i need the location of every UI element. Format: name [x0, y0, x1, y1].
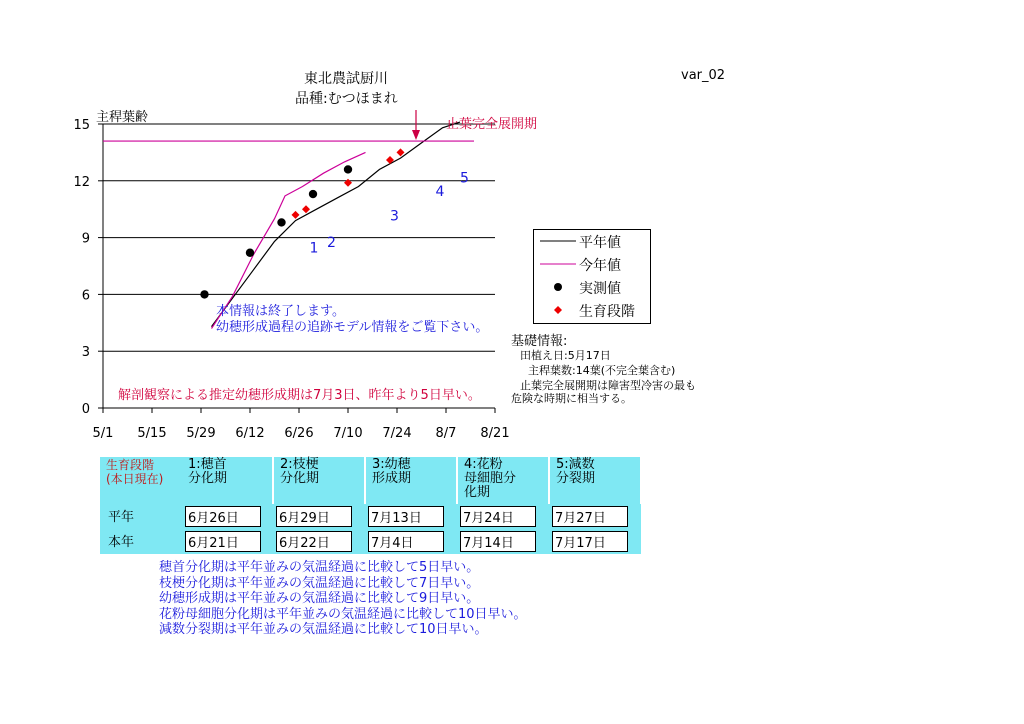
y-axis-label: 主稈葉齢: [96, 110, 149, 125]
arrow-head-icon: [412, 130, 420, 140]
stage-header-1-line1: 1:穂首: [188, 457, 227, 472]
table-cell: 6月29日: [276, 506, 352, 527]
stage-header-4-line1: 4:花粉: [464, 457, 503, 472]
row-label-normal: 平年: [100, 504, 182, 529]
legend-label-measured: 実測値: [579, 281, 621, 297]
corner-label: 生育段階: [106, 458, 155, 472]
x-tick-label: 7/24: [382, 426, 412, 441]
notice-line-1: 本情報は終了します。: [216, 304, 345, 319]
legend-item-this-year: [534, 253, 650, 275]
x-tick-label: 5/15: [137, 426, 167, 441]
legend-item-measured: [534, 276, 650, 298]
y-tick-label: 3: [81, 345, 90, 361]
stage-table-corner: [100, 457, 182, 504]
stage-point: [344, 179, 352, 187]
stage-header-2-line2: 分化期: [280, 471, 320, 486]
legend-item-stage: [534, 299, 650, 321]
x-tick-label: 5/1: [92, 426, 114, 441]
legend-diamond-icon: [538, 299, 578, 321]
table-cell: 7月24日: [460, 506, 536, 527]
stage-header-4-line2: 母細胞分: [464, 471, 517, 486]
y-tick-label: 6: [81, 288, 90, 304]
y-tick-label: 15: [73, 118, 90, 133]
comparison-line: 花粉母細胞分化期は平年並みの気温経過に比較して10日早い。: [159, 606, 527, 622]
table-row: [100, 504, 641, 529]
measured-point: [309, 190, 317, 198]
legend-line-black: [538, 230, 578, 252]
comparison-notes: [159, 560, 527, 638]
x-tick-label: 6/26: [284, 426, 314, 441]
stage-point: [292, 211, 300, 219]
comparison-line: 減数分裂期は平年並みの気温経過に比較して10日早い。: [159, 622, 488, 637]
chart-title-station: 東北農試厨川: [304, 71, 388, 87]
stage-header-3-line2: 形成期: [372, 471, 412, 486]
row-label-this-year: 本年: [100, 529, 182, 554]
stage-header-3-line1: 3:幼穂: [372, 457, 411, 472]
basic-info-note-2: 危険な時期に相当する。: [511, 392, 632, 405]
measured-point: [277, 218, 285, 226]
stage-header-5-line1: 5:減数: [556, 457, 595, 472]
table-cell: 7月17日: [552, 531, 628, 552]
stage-header-3: [365, 457, 457, 504]
legend-item-normal: [534, 230, 650, 252]
stage-number: 4: [435, 183, 445, 200]
table-cell: 6月22日: [276, 531, 352, 552]
stage-point: [302, 205, 310, 213]
legend-label-stage: 生育段階: [579, 304, 635, 320]
version-label: var_02: [681, 68, 726, 83]
basic-info-transplant: 田植え日:5月17日: [520, 349, 611, 362]
corner-sublabel: (本日現在): [106, 472, 164, 486]
stage-header-5-line2: 分裂期: [556, 471, 596, 486]
table-cell: 7月14日: [460, 531, 536, 552]
y-tick-label: 12: [73, 174, 90, 190]
x-tick-label: 5/29: [186, 426, 216, 441]
comparison-line: 枝梗分化期は平年並みの気温経過に比較して7日早い。: [159, 575, 480, 591]
table-cell: 6月21日: [185, 531, 261, 552]
legend-dot-icon: [538, 276, 578, 298]
y-tick-label: 0: [81, 402, 90, 417]
table-cell: 7月13日: [368, 506, 444, 527]
stage-table-header: [100, 457, 641, 504]
stage-header-5: [549, 457, 641, 504]
x-tick-label: 8/7: [435, 426, 457, 441]
stage-number: 2: [327, 235, 336, 252]
stage-header-1: [182, 457, 273, 504]
table-cell: 6月26日: [185, 506, 261, 527]
stage-point: [397, 148, 405, 156]
legend-label-normal: 平年値: [579, 235, 621, 251]
measured-point: [200, 290, 208, 298]
basic-info-leaf-count: 主稈葉数:14葉(不完全葉含む): [528, 364, 676, 377]
legend-line-magenta: [538, 253, 578, 275]
flag-leaf-annotation: 止葉完全展開期: [446, 117, 538, 132]
y-tick-label: 9: [81, 231, 90, 247]
x-tick-label: 8/21: [480, 426, 510, 441]
stage-number: 3: [390, 208, 399, 225]
estimate-note: 解剖観察による推定幼穂形成期は7月3日、昨年より5日早い。: [118, 388, 481, 403]
stage-number: 5: [460, 170, 469, 187]
comparison-line: 穂首分化期は平年並みの気温経過に比較して5日早い。: [159, 560, 480, 575]
chart-title-variety: 品種:むつほまれ: [295, 91, 398, 107]
legend-label-this-year: 今年値: [579, 258, 621, 274]
table-row: [100, 529, 641, 554]
stage-header-1-line2: 分化期: [188, 471, 228, 486]
x-tick-label: 7/10: [333, 426, 363, 441]
basic-info-heading: 基礎情報:: [511, 334, 568, 349]
table-cell: 7月4日: [368, 531, 444, 552]
stage-number: 1: [309, 240, 319, 257]
chart-legend: [533, 229, 651, 324]
stage-table: [100, 457, 642, 554]
comparison-line: 幼穂形成期は平年並みの気温経過に比較して9日早い。: [159, 591, 480, 606]
series-line-平年値: [212, 122, 461, 327]
x-tick-label: 6/12: [235, 426, 265, 441]
table-cell: 7月27日: [552, 506, 628, 527]
notice-line-2: 幼穂形成過程の追跡モデル情報をご覧下さい。: [216, 320, 489, 335]
stage-header-4: [457, 457, 549, 504]
basic-info-note-1: 止葉完全展開期は障害型冷害の最も: [520, 379, 696, 392]
stage-header-4-line3: 化期: [464, 485, 491, 500]
measured-point: [344, 165, 352, 173]
stage-header-2-line1: 2:枝梗: [280, 457, 319, 472]
stage-header-2: [273, 457, 365, 504]
measured-point: [246, 249, 254, 257]
